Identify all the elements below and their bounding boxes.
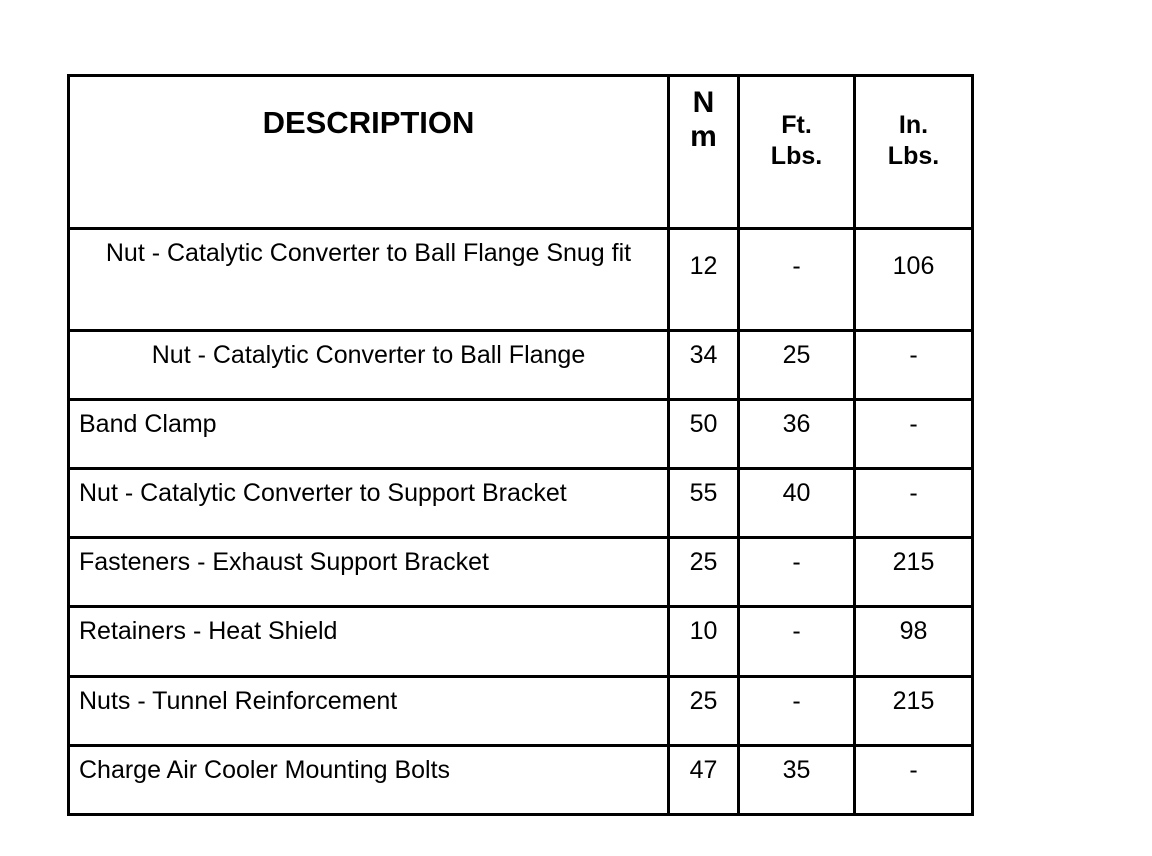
row-nm: 10 [669,607,739,676]
row-in-lbs: 106 [855,229,973,330]
table-row [69,607,973,676]
row-ft-lbs: 36 [739,399,855,468]
table-row [69,229,973,330]
header-in-line2: Lbs. [887,142,940,170]
header-nm [669,76,739,229]
header-nm-line2: m [690,120,717,153]
row-nm: 47 [669,745,739,814]
header-ft-lbs [739,76,855,229]
header-row [69,76,973,229]
row-nm: 55 [669,469,739,538]
row-description: Nut - Catalytic Converter to Support Bracket [69,469,669,538]
row-description: Band Clamp [69,399,669,468]
table-row [69,399,973,468]
torque-spec-table [67,74,974,816]
row-nm: 12 [669,229,739,330]
row-nm: 50 [669,399,739,468]
row-in-lbs: - [855,330,973,399]
table-row [69,538,973,607]
row-in-lbs: 215 [855,676,973,745]
row-in-lbs: 215 [855,538,973,607]
header-in-line1: In. [898,111,929,139]
header-description: DESCRIPTION [69,76,669,229]
row-in-lbs: - [855,745,973,814]
row-ft-lbs: - [739,229,855,330]
header-ft-line2: Lbs. [770,142,823,170]
row-ft-lbs: 35 [739,745,855,814]
row-nm: 34 [669,330,739,399]
table-row [69,330,973,399]
table-row [69,469,973,538]
row-nm: 25 [669,538,739,607]
row-ft-lbs: 40 [739,469,855,538]
row-description: Retainers - Heat Shield [69,607,669,676]
row-description: Nut - Catalytic Converter to Ball Flange Snug fit [69,229,669,330]
table-row [69,745,973,814]
row-description: Nut - Catalytic Converter to Ball Flange [69,330,669,399]
row-in-lbs: 98 [855,607,973,676]
row-nm: 25 [669,676,739,745]
row-description: Fasteners - Exhaust Support Bracket [69,538,669,607]
row-in-lbs: - [855,399,973,468]
row-description: Nuts - Tunnel Reinforcement [69,676,669,745]
row-ft-lbs: - [739,607,855,676]
row-ft-lbs: - [739,538,855,607]
row-description: Charge Air Cooler Mounting Bolts [69,745,669,814]
row-in-lbs: - [855,469,973,538]
header-in-lbs [855,76,973,229]
table-row [69,676,973,745]
row-ft-lbs: 25 [739,330,855,399]
header-nm-line1: N [692,86,715,119]
row-ft-lbs: - [739,676,855,745]
header-ft-line1: Ft. [781,111,812,139]
